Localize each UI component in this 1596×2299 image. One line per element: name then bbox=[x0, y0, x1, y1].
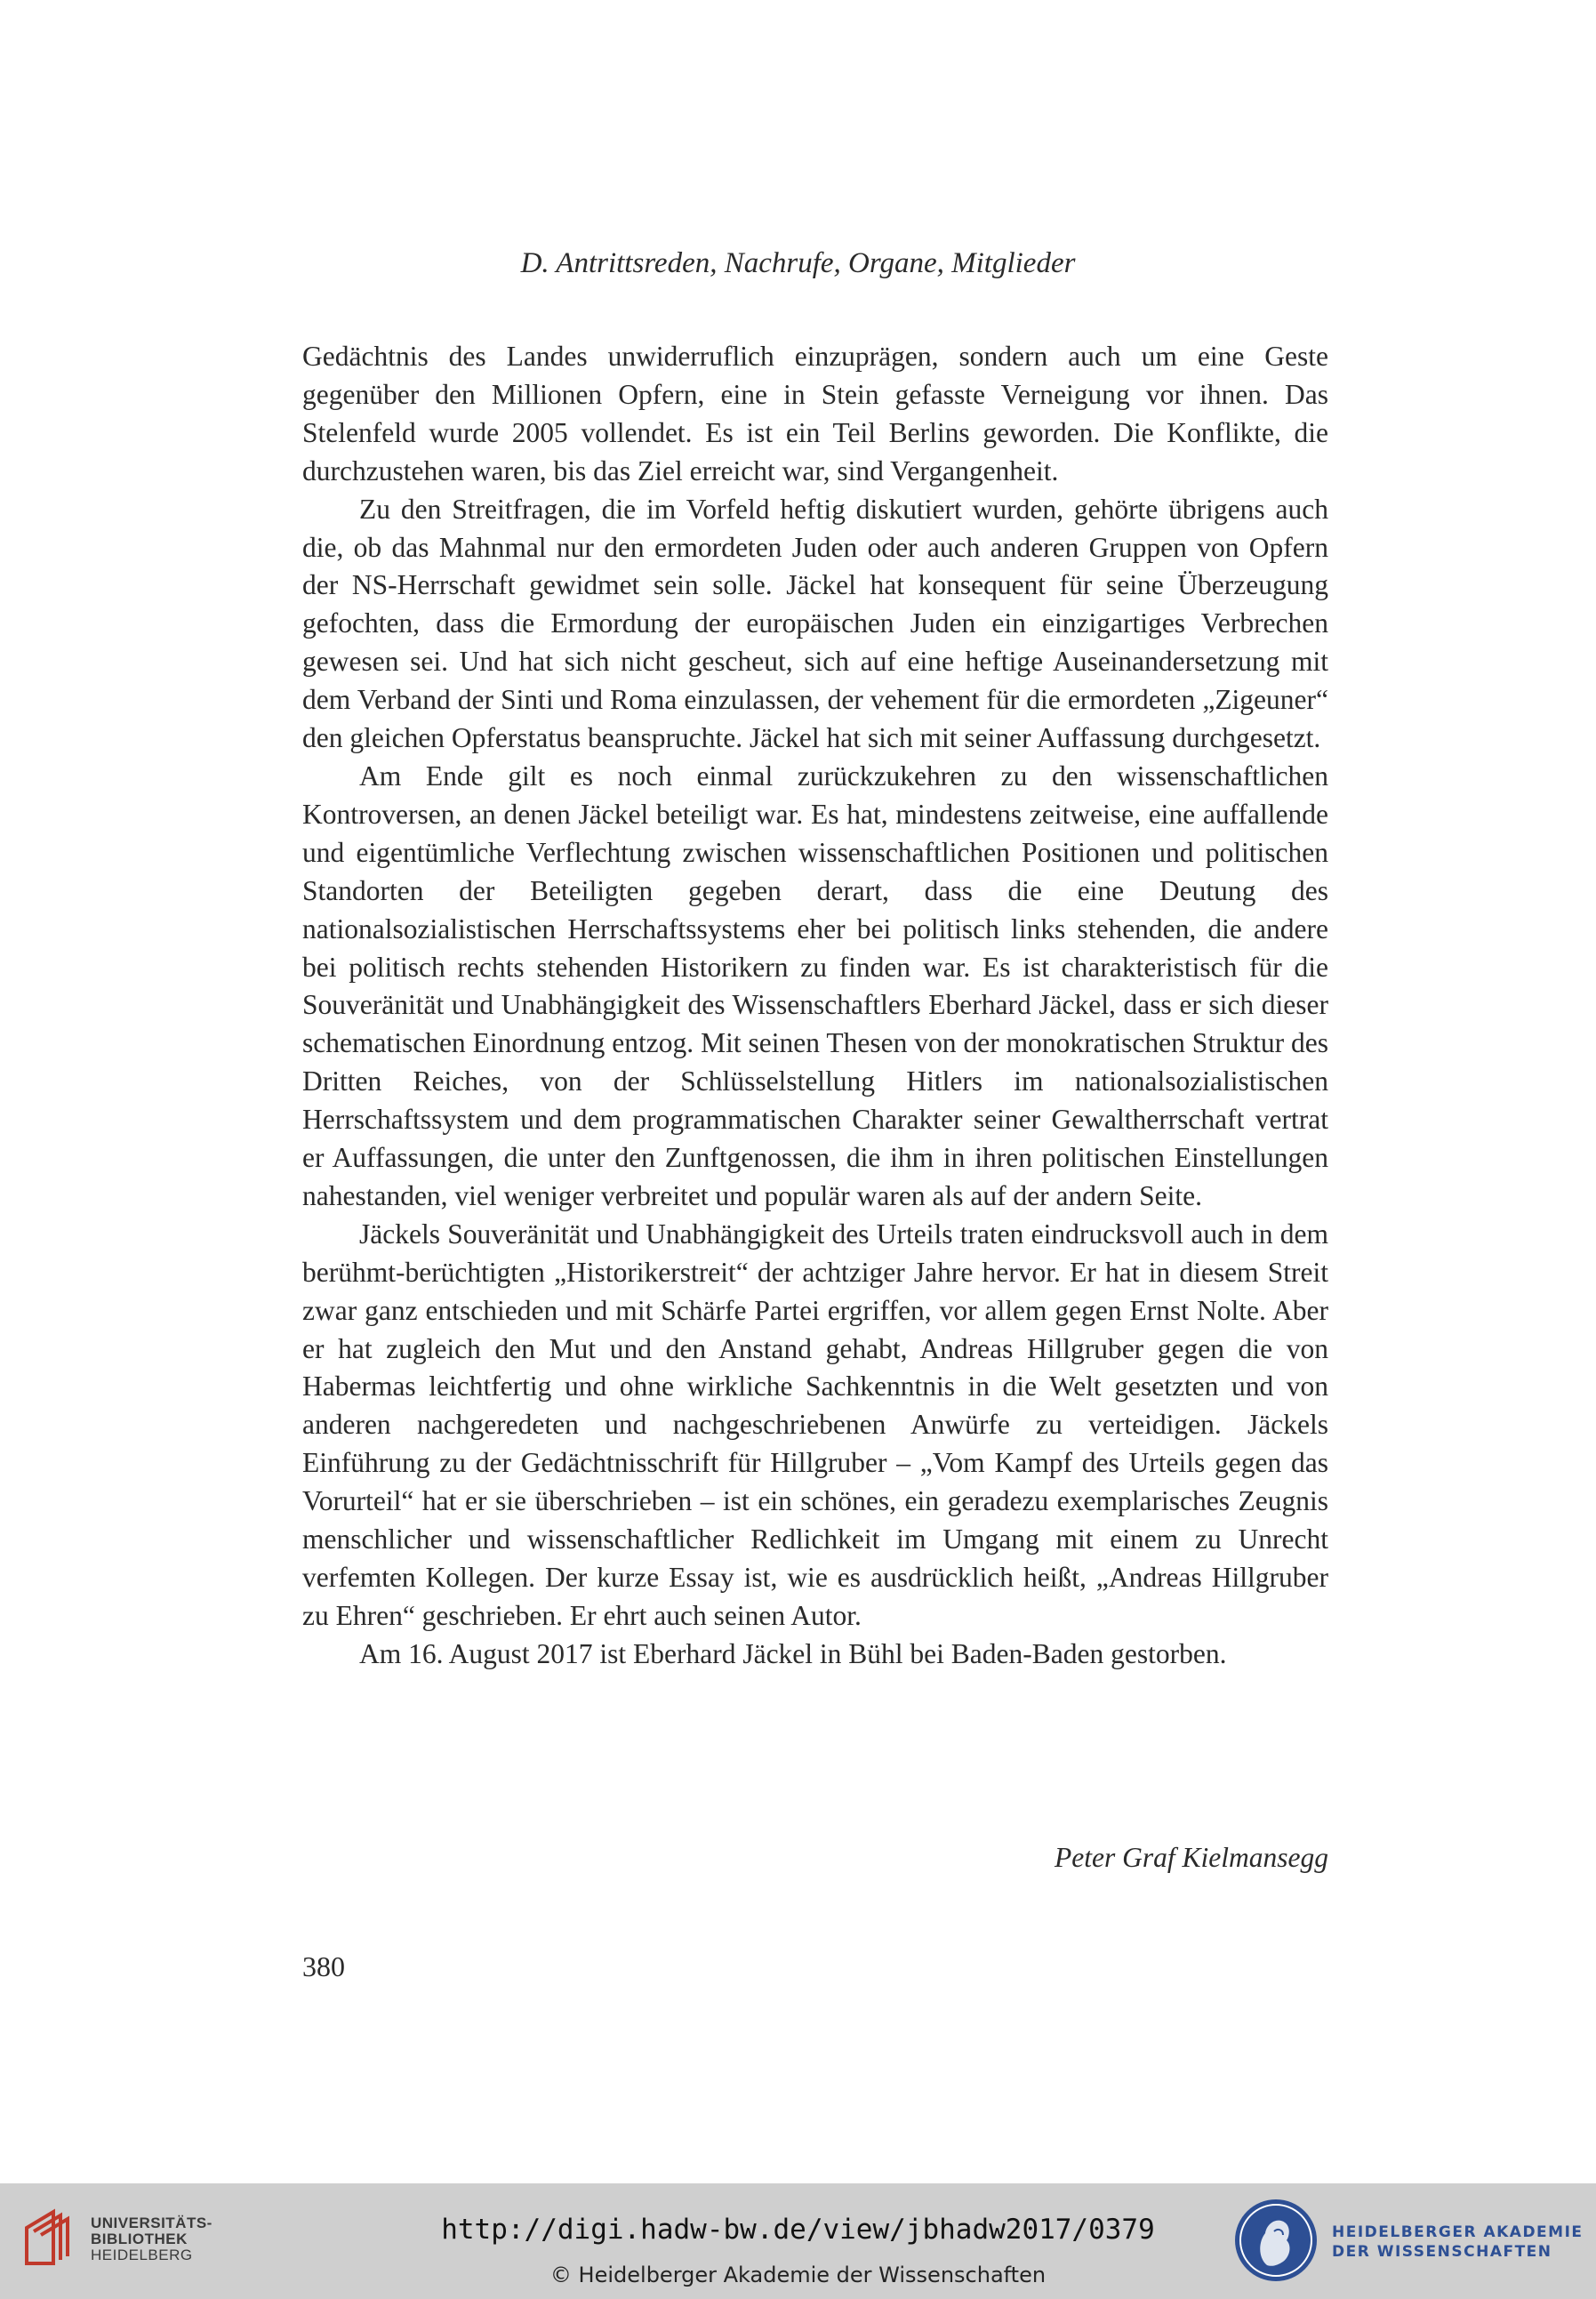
library-line: HEIDELBERG bbox=[91, 2247, 193, 2263]
paragraph: Am Ende gilt es noch einmal zurückzukehren zu den wissenschaftlichen Kontroversen, an denen Jäckel beteiligt war. Es hat, mindestens zeitweise, eine auffallende und eigentümliche Verflechtung zwischen wissenschaftlichen Positionen und politischen Standorten der Beteiligten gegeben derart, dass die eine Deutung des nationalsozialistischen Herrschaftssystems eher bei politisch links stehenden, die andere bei politisch rechts stehenden Historikern zu finden war. Es ist charakteristisch für die Souveränität und Unabhängigkeit des Wissenschaftlers Eberhard Jäckel, dass er sich dieser schematischen Einordnung entzog. Mit seinen Thesen von der monokratischen Struktur des Dritten Reiches, von der Schlüsselstellung Hitlers im nationalsozialistischen Herrschaftssystem und dem programmatischen Charakter seiner Gewaltherrschaft vertrat er Auffassungen, die unter den Zunftgenossen, die ihm in ihren politischen Einstellungen nahestanden, viel weniger verbreitet und populär waren als auf der andern Seite. bbox=[302, 760, 1328, 1211]
author-signature: Peter Graf Kielmansegg bbox=[1055, 1842, 1328, 1873]
library-line: BIBLIOTHEK bbox=[91, 2231, 188, 2247]
copyright-notice: © Heidelberger Akademie der Wissenschaften bbox=[549, 2263, 1047, 2287]
running-head: D. Antrittsreden, Nachrufe, Organe, Mitglieder bbox=[520, 247, 1076, 279]
paragraph: Zu den Streitfragen, die im Vorfeld heftig diskutiert wurden, gehörte übrigens auch die, ob das Mahnmal nur den ermordeten Juden oder auch anderen Gruppen von Opfern der NS-Herrschaft gewidmet sein solle. Jäckel hat konsequent für seine Überzeugung gefochten, dass die Ermordung der europäischen Juden ein einzigartiges Verbrechen gewesen sei. Und hat sich nicht gescheut, sich auf eine heftige Auseinandersetzung mit dem Verband der Sinti und Roma einzulassen, der vehement für die ermordeten „Zigeuner“ den gleichen Opferstatus beanspruchte. Jäckel hat sich mit seiner Auffassung durchgesetzt. bbox=[302, 493, 1328, 754]
permalink-url[interactable]: http://digi.hadw-bw.de/view/jbhadw2017/0379 bbox=[441, 2214, 1155, 2246]
paragraph: Am 16. August 2017 ist Eberhard Jäckel in Bühl bei Baden-Baden gestorben. bbox=[359, 1637, 1227, 1669]
academy-line: DER WISSENSCHAFTEN bbox=[1332, 2243, 1552, 2261]
academy-name bbox=[1332, 2223, 1584, 2262]
paragraph: Gedächtnis des Landes unwiderruflich einzuprägen, sondern auch um eine Geste gegenüber den Millionen Opfern, eine in Stein gefasste Verneigung vor ihnen. Das Stelenfeld wurde 2005 vollendet. Es ist ein Teil Berlins geworden. Die Konflikte, die durchzustehen waren, bis das Ziel erreicht war, sind Vergangenheit. bbox=[302, 341, 1328, 486]
page-number: 380 bbox=[302, 1950, 345, 1982]
academy-line: HEIDELBERGER AKADEMIE bbox=[1332, 2223, 1584, 2241]
academy-seal-icon bbox=[1231, 2196, 1320, 2285]
footer-band bbox=[0, 2183, 1596, 2299]
library-line: UNIVERSITÄTS- bbox=[91, 2215, 213, 2231]
paragraph: Jäckels Souveränität und Unabhängigkeit des Urteils traten eindrucksvoll auch in dem berühmt-berüchtigten „Historikerstreit“ der achtziger Jahre hervor. Er hat in diesem Streit zwar ganz entschieden und mit Schärfe Partei ergriffen, vor allem gegen Ernst Nolte. Aber er hat zugleich den Mut und den Anstand gehabt, Andreas Hillgruber gegen die von Habermas leichtfertig und ohne wirkliche Sachkenntnis in die Welt gesetzten und von anderen nachgeredeten und nachgeschriebenen Anwürfe zu verteidigen. Jäckels Einführung zu der Gedächtnisschrift für Hillgruber – „Vom Kampf des Urteils gegen das Vorurteil“ hat er sie überschrieben – ist ein schönes, ein geradezu exemplarisches Zeugnis menschlicher und wissenschaftlicher Redlichkeit im Umgang mit einem zu Unrecht verfemten Kollegen. Der kurze Essay ist, wie es ausdrücklich heißt, „Andreas Hillgruber zu Ehren“ geschrieben. Er ehrt auch seinen Autor. bbox=[302, 1218, 1328, 1631]
body-text bbox=[302, 338, 1328, 1674]
